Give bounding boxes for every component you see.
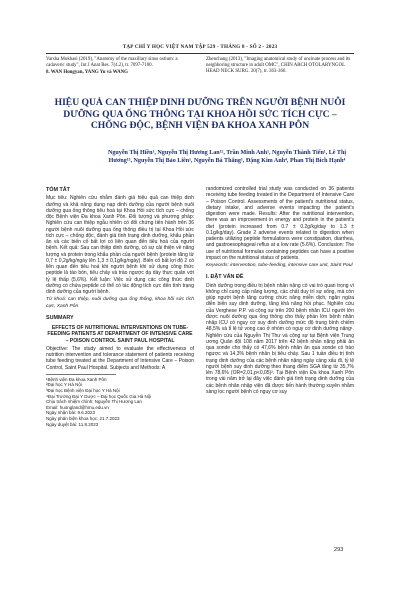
footnote-item: ³Đại học Bệnh viện Đại học Y Hà Nội	[46, 388, 120, 394]
author-list: Nguyễn Thị Hiền¹, Nguyễn Thị Hương Lan¹², Trần Minh Anh¹, Nguyễn Thành Tiến¹, Lê Thị Hương¹³, Nguyễn Thị Bảo Liên¹, Nguyễn Bá Thắng¹, Đặng Kim Anh⁴, Phan Thị Bích Hạnh⁴	[107, 150, 347, 164]
keywords-vi: Từ khoá: can thiệp, nuôi dưỡng qua ống thông, khoa hồi sức tích cực, Xanh Pôn	[46, 297, 194, 309]
summary-vi-heading: TÓM TẮT	[46, 187, 70, 193]
right-column	[206, 186, 354, 397]
footnote-item: Chịu trách nhiệm chính: Nguyễn Thị Hương Lan	[46, 399, 142, 405]
keywords-en: Keywords: intervention, tube-feeding, intensive care unit, Saint Paul	[206, 263, 353, 268]
footnote-item: ⁴Đại Trường Đại Y Dược – Đại học Quốc Gia Hà Nội	[46, 393, 152, 399]
footnote-item: ¹Bệnh viện Đa khoa Xanh Pôn	[46, 376, 107, 382]
left-column	[46, 186, 194, 427]
footnote-item: Ngày phản biện khoa học: 21.7.2023	[46, 416, 120, 422]
footnote-divider	[46, 374, 116, 375]
reference-item: Zhenchang (2013), "Imaging anatomical study of uncinate process and its neighboring structure in adult OMC", CHIN ARCH OTOLARYNGOL HEAD NECK SURG. 20(7), tr. 363-366.	[206, 57, 351, 75]
footnote-item: Ngày duyệt bài: 11.8.2023	[46, 421, 99, 427]
footnote-item: ²Đại học Y Hà Nội	[46, 382, 82, 388]
introduction-heading: I. ĐẶT VẤN ĐỀ	[206, 274, 244, 281]
summary-en-continued: randomized controlled trial study was conducted on 36 patients receiving tube feeding treated in the Department of Intensive Care – Poison Control. Assessments of the patient's nutritional status, dietary intake, and adverse events impacting the patient's digestion were made. Results: After the nutritional intervention, there was an improvement in energy and protein in the patient's diet (protein increased from 0.7 ± 0.2g/kg/day to 1.3 ± 0.1g/kg/day). Grade 2 adverse events related to digestion when patients utilizing peptide formulations were constipation, diarrhea, and gastroesophageal reflux at a low rate (5.6%). Conclusion: The use of nutritional formulas containing peptides can have a positive impact on the nutritional status of patients.	[206, 186, 354, 261]
header-rule	[46, 53, 354, 54]
reference-item: 8. WAN Hongyan, YANG Yu và WANG	[46, 70, 128, 76]
summary-en-heading: SUMMARY	[46, 314, 74, 321]
journal-header: TẠP CHÍ Y HỌC VIỆT NAM TẬP 529 - THÁNG 8 - SỐ 2 - 2023	[122, 44, 278, 50]
footnote-item: Ngày nhận bài: 9.6.2023	[46, 410, 96, 416]
footnote-item: Email: huongland@hmu.edu.vn	[46, 404, 109, 410]
summary-vi-text: Mục tiêu: Nghiên cứu nhằm đánh giá hiệu quả can thiệp dinh dưỡng và khả năng dung nạp dinh dưỡng của người bệnh nuôi dưỡng qua ống thông tiêu hoá tại Khoa Hồi sức tích cực – chống độc Bệnh viện Đa khoa Xanh Pôn. Đối tượng và phương pháp: Nghiên cứu can thiệp ngẫu nhiên có đối chứng tiến hành trên 36 người bệnh nuôi dưỡng qua ống thông điều trị tại Khoa Hồi sức tích cực – chống độc, đánh giá tình trạng dinh dưỡng, khẩu phần ăn và các biến cố bất lợi có liên quan đến tiêu hoá của người bệnh. Kết quả: Sau can thiệp dinh dưỡng, có sự cải thiện về năng lượng và protein trong khẩu phần của người bệnh (protein tăng từ 0,7 ± 0,2g/kg/ngày lên 1,3 ± 0,1g/kg/ngày). Biến cố bất lợi độ 2 có liên quan đến tiêu hoá khi người bệnh khi sử dụng công thức peptide là táo bón, tiêu chảy và trào ngược dạ dày thực quản với tỷ lệ thấp (5,6%). Kết luận: Việc sử dụng các công thức dinh dưỡng có chứa peptide có thể có tác động tích cực đến tình trạng dinh dưỡng của người bệnh.	[46, 195, 194, 295]
page-number: 293	[334, 547, 344, 553]
summary-en-text: Objective: The study aimed to evaluate the effectiveness of nutrition intervention and tolerance statement of patients receiving tube feeding treated at the Department of Intensive Care – Poison Control, Saint Paul Hospital. Subjects and Methods: A	[46, 345, 194, 371]
english-title: EFFECTS OF NUTRITIONAL INTERVENTIONS ON TUBE-FEEDING PATIENTS AT DEPARTMENT OF INTENSIVE CARE – POISON CONTROL SAINT PAUL HOSPITAL	[47, 325, 193, 344]
reference-item: Varsha Mokhasi (2019), "Anatomy of the maxillary sinus ostium: a cadaveric study", Int J Anat Res. 7(4.2), tr. 7097-7100.	[46, 57, 178, 69]
introduction-text: Dinh dưỡng trong điều trị bệnh nhân nặng có vai trò quan trọng vì không chỉ cung cấp năng lượng, các chất duy trì sự sống, mà còn giúp người bệnh tăng cường chức năng miễn dịch, ngăn ngừa diễn biến suy dinh dưỡng, tăng khả năng hồi phục. Nghiên cứu của Verghese P.P. và cộng sự trên 200 bệnh nhân ICU người lớn được nuôi dưỡng qua ống thông cho thấy phần lớn bệnh nhân nhập ICU có nguy cơ suy dinh dưỡng mức độ trung bình chiếm 48,5% và tỉ lệ tử vong cao ở nhóm có nguy cơ dinh dưỡng nặng¹. Nghiên cứu của Nguyễn Thị Thư và cộng sự tại Bệnh viện Trung ương Quân đội 108 năm 2017 trên 42 bệnh nhân nặng phải ăn qua sonde cho thấy có 47,6% bệnh nhân ăn qua sonde có trào ngược và 14,3% bệnh nhân bị tiêu chảy. Sau 1 tuần điều trị tình trạng dinh dưỡng của các bệnh nhân nặng ngày càng xấu đi, tỷ lệ người bệnh suy dinh dưỡng theo thang điểm SGA tăng từ 35,7% lên 78,6% (OR=2,01,p<0,05)². Tại Bệnh viện Đa khoa Xanh Pôn trong vài năm trở lại đây việc đánh giá tình trạng dinh dưỡng của các bệnh nhân nhập viện đã được tiến hành thường xuyên nhằm sàng lọc người bệnh có nguy cơ suy	[206, 282, 354, 395]
references-right	[206, 57, 354, 77]
article-title: HIỆU QUẢ CAN THIỆP DINH DƯỠNG TRÊN NGƯỜI BỆNH NUÔI DƯỠNG QUA ỐNG THÔNG TẠI KHOA HỒI SỨC TÍCH CỰC – CHỐNG ĐỘC, BỆNH VIỆN ĐA KHOA XANH PÔN	[54, 97, 346, 132]
references-left	[46, 57, 193, 78]
